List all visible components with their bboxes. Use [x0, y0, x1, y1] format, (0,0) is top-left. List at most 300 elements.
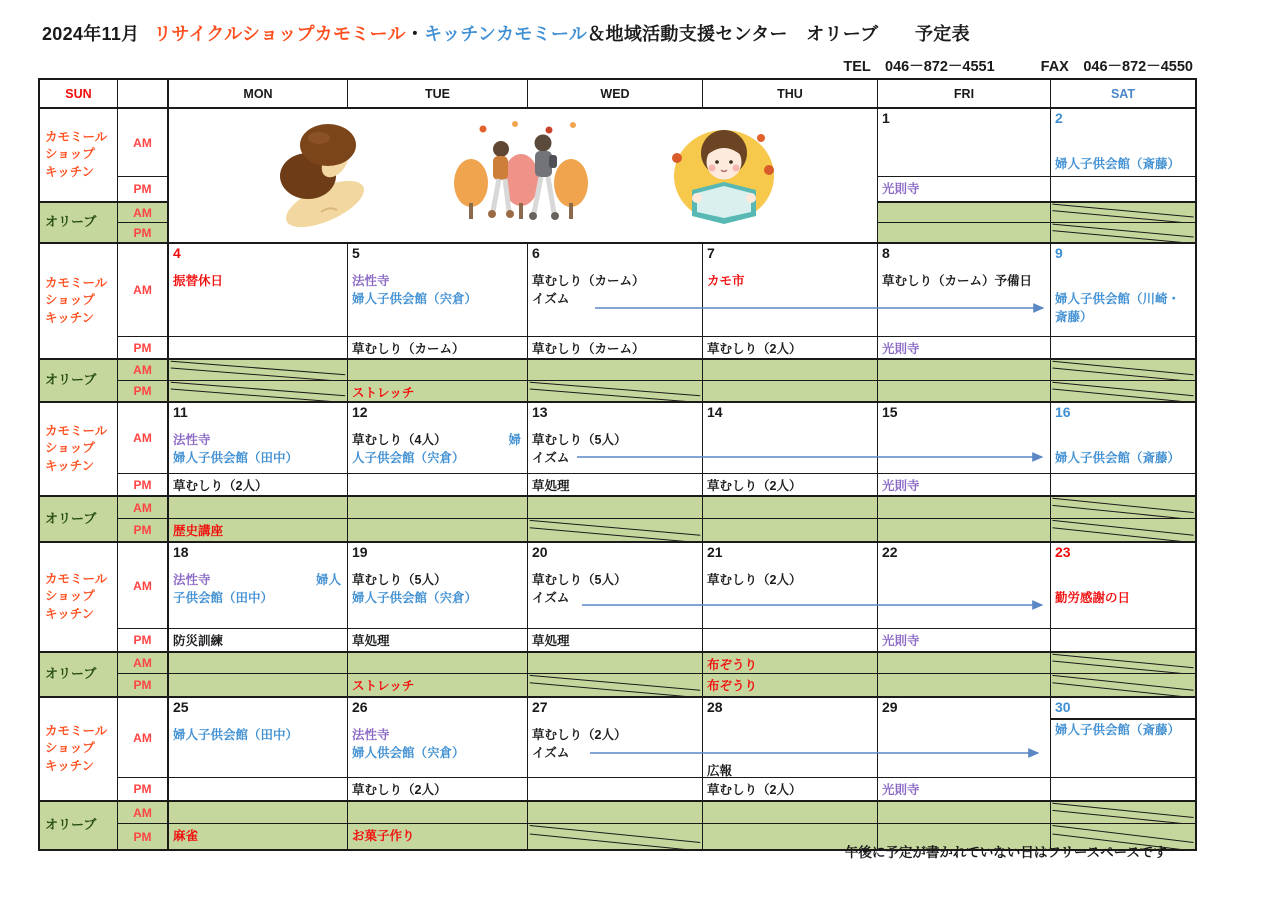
title-month: 2024年11月: [42, 24, 140, 44]
weekday-header-row: [40, 80, 1195, 107]
event-line: [532, 272, 698, 290]
events: [528, 431, 702, 467]
day-cell-fri-pm: [877, 628, 1050, 651]
page-title: [42, 20, 970, 46]
events: [703, 571, 877, 589]
events: [169, 726, 347, 744]
title-separator: ・: [405, 24, 425, 44]
day-cell-2-am: [1050, 109, 1195, 176]
day-number: 2: [1055, 110, 1063, 126]
event-line: [173, 589, 343, 607]
label-line: カモミール: [45, 571, 108, 586]
time-label-am-olive: [117, 495, 167, 518]
day-cell-tue-pm: [347, 628, 527, 651]
time-label: PM: [133, 182, 152, 196]
time-label: PM: [133, 782, 152, 796]
label-line: ショップ: [45, 589, 95, 604]
day-number: 13: [532, 404, 548, 420]
day-cell-fri-pm: [877, 473, 1050, 495]
olive-event: お菓子作り: [352, 829, 415, 843]
event-text: 草むしり（カーム）: [532, 273, 645, 288]
label-line: オリーブ: [45, 510, 97, 526]
event-text: 婦人供会館（宍倉）: [352, 745, 465, 760]
day-cell-27-am: [527, 698, 702, 777]
day-number: 20: [532, 544, 548, 560]
event-text: 草むしり（5人）: [352, 572, 447, 587]
week-row-5: [40, 696, 1195, 849]
label-line: ショップ: [45, 293, 95, 308]
olive-cell-tue-oam: [347, 800, 527, 823]
olive-cell-sat-opm: [1050, 380, 1195, 401]
event-line: [532, 571, 698, 589]
event-line: [532, 744, 698, 762]
event-text: 草むしり（2人）: [707, 572, 802, 587]
event-text: 法性寺: [173, 432, 211, 447]
label-chamomile: [40, 109, 117, 201]
olive-cell-thu-opm: [702, 380, 877, 401]
olive-cell-wed-oam: [527, 800, 702, 823]
event-text: 勤労感謝の日: [1055, 590, 1131, 605]
label-line: ショップ: [45, 441, 95, 456]
day-number: 7: [707, 245, 715, 261]
label-line: オリーブ: [45, 817, 97, 833]
event-line: [707, 272, 873, 290]
olive-cell-mon-opm: [167, 518, 347, 541]
event-line: [352, 571, 523, 589]
event-text: 光則寺: [882, 182, 920, 196]
time-label-pm-olive: [117, 518, 167, 541]
event-text: 草むしり（2人）: [707, 783, 802, 797]
crossed-out-lines: [1051, 203, 1195, 222]
events: [169, 571, 347, 607]
day-cell-13-am: [527, 403, 702, 473]
day-cell-8-am: [877, 244, 1050, 336]
time-label-am-olive: [117, 201, 167, 222]
events: [528, 571, 702, 607]
time-label-pm: [117, 176, 167, 201]
event-text: 婦人子供会館（斎藤）: [1055, 450, 1181, 465]
event-line: [352, 449, 523, 467]
event-text: 光則寺: [882, 342, 920, 356]
event-text: 婦人子供会館（川崎・斎藤）: [1055, 291, 1181, 324]
event-text: 防災訓練: [173, 634, 224, 648]
day-number: 16: [1055, 404, 1071, 420]
day-cell-21-am: [702, 543, 877, 628]
day-number: 21: [707, 544, 723, 560]
label-line: カモミール: [45, 275, 108, 290]
label-olive: [40, 495, 117, 541]
day-cell-23-am: [1050, 543, 1195, 628]
time-label: AM: [133, 656, 152, 670]
olive-cell-fri-opm: [877, 518, 1050, 541]
event-line: [352, 589, 523, 607]
time-label-am: [117, 698, 167, 777]
fax-number: FAX 046－872－4550: [1040, 59, 1193, 75]
label-olive: [40, 201, 117, 242]
day-cell-tue-pm: [347, 336, 527, 358]
event-line: [352, 272, 523, 290]
event-text: 光則寺: [882, 783, 920, 797]
crossed-out-lines: [1051, 497, 1195, 518]
day-cell-26-am: [347, 698, 527, 777]
day-cell-9-am: [1050, 244, 1195, 336]
events: [528, 726, 702, 762]
events: [878, 272, 1050, 290]
event-line: [173, 726, 343, 744]
time-label: PM: [133, 477, 152, 492]
olive-cell-thu-opm: [702, 673, 877, 696]
day-cell-tue-pm: [347, 777, 527, 800]
header-fri: FRI: [877, 80, 1050, 107]
time-label-am-olive: [117, 358, 167, 380]
day-number: 14: [707, 404, 723, 420]
events: [348, 571, 527, 607]
label-chamomile: [40, 543, 117, 651]
label-chamomile: [40, 698, 117, 800]
event-line: [1055, 431, 1191, 449]
event-text: イズム: [532, 450, 570, 465]
label-chamomile: [40, 244, 117, 358]
olive-cell-tue-oam: [347, 358, 527, 380]
olive-event: ストレッチ: [352, 679, 415, 693]
time-label-pm-olive: [117, 673, 167, 696]
day-number: 9: [1055, 245, 1063, 261]
event-text: 広報: [707, 763, 733, 777]
label-line: カモミール: [45, 723, 108, 738]
olive-cell-tue-opm: [347, 380, 527, 401]
olive-cell-wed-opm: [527, 673, 702, 696]
time-label-pm: [117, 473, 167, 495]
olive-cell-mon-oam: [167, 800, 347, 823]
time-label-pm-olive: [117, 222, 167, 242]
day-cell-30-am: [1050, 698, 1195, 777]
event-line: [352, 431, 523, 449]
time-label: AM: [133, 500, 152, 515]
day-cell-thu-pm: [702, 473, 877, 495]
olive-cell-sat-oam: [1050, 201, 1195, 222]
olive-cell-thu-oam: [702, 495, 877, 518]
olive-cell-sat-opm: [1050, 222, 1195, 242]
contact-line: [38, 55, 1193, 76]
olive-cell-mon-opm: [167, 673, 347, 696]
olive-cell-sat-oam: [1050, 800, 1195, 823]
event-text: 子供会館（田中）: [173, 590, 274, 605]
olive-cell-thu-opm: [702, 518, 877, 541]
day-cell-fri-pm: [877, 777, 1050, 800]
olive-cell-fri-oam: [877, 800, 1050, 823]
olive-cell-wed-oam: [527, 495, 702, 518]
week-row-4: [40, 541, 1195, 696]
time-label: PM: [133, 678, 152, 692]
event-text: 法性寺: [352, 273, 390, 288]
crossed-out-lines: [1051, 381, 1195, 401]
crossed-out-lines: [169, 381, 347, 401]
event-text: 草むしり（2人）: [707, 479, 802, 493]
day-cell-sat-pm: [1050, 473, 1195, 495]
events: [169, 272, 347, 290]
event-text: 草むしり（2人）: [707, 342, 802, 356]
time-label-pm: [117, 628, 167, 651]
events: [1051, 137, 1195, 173]
events: [703, 726, 877, 778]
label-line: キッチン: [45, 458, 95, 473]
crossed-out-lines: [528, 674, 702, 696]
event-line: [173, 431, 343, 449]
label-olive: [40, 358, 117, 401]
olive-cell-fri-oam: [877, 358, 1050, 380]
child-reading-illustration: [661, 118, 787, 234]
event-line: [173, 571, 343, 589]
day-number: 8: [882, 245, 890, 261]
crossed-out-lines: [528, 381, 702, 401]
event-text: 婦人子供会館（宍倉）: [352, 590, 478, 605]
time-label-am-olive: [117, 651, 167, 673]
week-row-3: [40, 401, 1195, 541]
time-label: AM: [133, 283, 152, 297]
day-cell-tue-pm: [347, 473, 527, 495]
olive-cell-sat-opm: [1050, 518, 1195, 541]
event-text: 人子供会館（宍倉）: [352, 450, 465, 465]
event-line: [707, 726, 873, 744]
crossed-out-lines: [1051, 223, 1195, 242]
event-text: 草むしり（5人）: [532, 432, 627, 447]
week-row-2: [40, 242, 1195, 401]
day-cell-25-am: [167, 698, 347, 777]
events: [703, 272, 877, 290]
olive-cell-sat-oam: [1050, 495, 1195, 518]
event-line: [1055, 449, 1191, 467]
event-text: 草むしり（カーム）予備日: [882, 273, 1033, 288]
day-cell-mon-pm: [167, 777, 347, 800]
event-line: [532, 449, 698, 467]
event-text: 光則寺: [882, 479, 920, 493]
event-line: [882, 272, 1046, 290]
day-cell-22-am: [877, 543, 1050, 628]
day-cell-6-am: [527, 244, 702, 336]
event-text: 婦人: [315, 572, 341, 587]
day-number: 19: [352, 544, 368, 560]
olive-event: 布ぞうり: [707, 658, 758, 672]
day-cell-sat-pm: [1050, 336, 1195, 358]
day-cell-thu-pm: [702, 628, 877, 651]
crossed-out-lines: [1051, 360, 1195, 380]
label-olive: [40, 651, 117, 696]
label-line: カモミール: [45, 423, 108, 438]
day-number: 12: [352, 404, 368, 420]
day-cell-20-am: [527, 543, 702, 628]
header-sun: SUN: [65, 86, 92, 101]
time-label: AM: [133, 363, 152, 377]
day-cell-16-am: [1050, 403, 1195, 473]
label-line: キッチン: [45, 164, 95, 179]
crossed-out-lines: [1051, 519, 1195, 541]
day-number: 27: [532, 699, 548, 715]
events: [1051, 431, 1195, 467]
event-line: [1055, 272, 1191, 290]
event-line: [1055, 155, 1191, 173]
crossed-out-lines: [528, 519, 702, 541]
event-text: 光則寺: [882, 634, 920, 648]
olive-cell-wed-oam: [527, 358, 702, 380]
time-label: AM: [133, 730, 152, 745]
time-label: PM: [133, 225, 152, 240]
event-text: 法性寺: [173, 572, 211, 587]
calendar-table: [38, 78, 1197, 851]
day-cell-28-am: [702, 698, 877, 777]
day-number: 11: [173, 404, 188, 420]
event-line: [707, 762, 873, 777]
day-cell-wed-pm: [527, 777, 702, 800]
event-line: [352, 744, 523, 762]
title-shop-name: リサイクルショップカモミール: [153, 24, 406, 44]
day-number: 6: [532, 245, 540, 261]
day-cell-19-am: [347, 543, 527, 628]
day-number: 22: [882, 544, 898, 560]
event-text: 婦人子供会館（斎藤）: [1055, 722, 1181, 737]
time-label: PM: [133, 340, 152, 355]
time-label-pm: [117, 777, 167, 800]
event-text: 婦人子供会館（田中）: [173, 727, 299, 742]
olive-cell-mon-oam: [167, 495, 347, 518]
day-cell-sat-pm: [1050, 777, 1195, 800]
intro-illustrations-cell: [167, 109, 877, 242]
event-line: [532, 589, 698, 607]
title-kitchen-name: キッチンカモミール: [424, 24, 588, 44]
time-label: PM: [133, 523, 152, 537]
event-line: [173, 449, 343, 467]
event-text: 婦人子供会館（田中）: [173, 450, 299, 465]
header-sat: SAT: [1050, 80, 1195, 107]
olive-cell-fri-oam: [877, 651, 1050, 673]
label-line: キッチン: [45, 606, 95, 621]
day-number: 25: [173, 699, 189, 715]
day-cell-thu-pm: [702, 777, 877, 800]
olive-cell-wed-oam: [527, 651, 702, 673]
time-label-am: [117, 244, 167, 336]
event-text: 草処理: [532, 479, 570, 493]
event-text: 草むしり（2人）: [173, 479, 268, 493]
olive-cell-thu-oam: [702, 800, 877, 823]
event-text: 婦人子供会館（斎藤）: [1055, 156, 1181, 171]
day-number: 5: [352, 245, 360, 261]
events: [348, 272, 527, 308]
olive-cell-tue-opm: [347, 518, 527, 541]
day-cell-1-am: [877, 109, 1050, 176]
event-text: 振替休日: [173, 273, 224, 288]
footer-note: 午後に予定が書かれていない日はフリースペースです: [844, 845, 1167, 860]
event-line: [352, 726, 523, 744]
tel-number: TEL 046－872－4551: [843, 59, 995, 75]
event-line: [1055, 290, 1191, 326]
label-line: オリーブ: [45, 214, 97, 230]
day-cell-11-am: [167, 403, 347, 473]
day-number: 28: [707, 699, 723, 715]
week-row-1: [40, 107, 1195, 242]
event-line: [532, 431, 698, 449]
event-text: 草むしり（カーム）: [352, 342, 465, 356]
day-cell-4-am: [167, 244, 347, 336]
label-line: カモミール: [45, 129, 108, 144]
event-text: 草処理: [352, 634, 390, 648]
time-label: AM: [133, 805, 152, 820]
events: [1051, 721, 1195, 739]
olive-cell-fri-opm: [877, 673, 1050, 696]
olive-cell-mon-oam: [167, 358, 347, 380]
event-line: [532, 726, 698, 744]
day-cell-thu-pm: [702, 336, 877, 358]
time-label: PM: [133, 384, 152, 398]
day-number: 26: [352, 699, 368, 715]
olive-cell-fri-oam: [877, 495, 1050, 518]
crossed-out-lines: [1051, 674, 1195, 696]
label-chamomile: [40, 403, 117, 495]
day-cell-sat-pm: [1050, 628, 1195, 651]
day-cell-29-am: [877, 698, 1050, 777]
day-number: 18: [173, 544, 189, 560]
event-text: イズム: [532, 291, 570, 306]
day-number: 23: [1055, 544, 1071, 560]
event-line: [1055, 137, 1191, 155]
olive-cell-tue-oam: [347, 495, 527, 518]
time-label-am-olive: [117, 800, 167, 823]
olive-cell-fri-opm: [877, 380, 1050, 401]
day-cell-12-am: [347, 403, 527, 473]
events: [348, 431, 527, 467]
title-rest: ＆地域活動支援センター オリーブ 予定表: [587, 24, 970, 44]
olive-cell-thu-oam: [702, 358, 877, 380]
event-line: [707, 744, 873, 762]
event-text: 婦: [508, 432, 521, 447]
label-line: ショップ: [45, 741, 95, 756]
day-cell-wed-pm: [527, 336, 702, 358]
header-thu: THU: [702, 80, 877, 107]
time-label-am: [117, 403, 167, 473]
time-label-pm: [117, 336, 167, 358]
header-time-spacer: [117, 80, 167, 107]
day-cell-7-am: [702, 244, 877, 336]
event-line: [1055, 721, 1191, 739]
events: [169, 431, 347, 467]
events: [1051, 571, 1195, 607]
event-line: [532, 290, 698, 308]
autumn-walk-illustration: [449, 117, 599, 235]
event-text: 婦人子供会館（宍倉）: [352, 291, 478, 306]
events: [1051, 272, 1195, 326]
mushrooms-illustration: [259, 116, 387, 236]
day-cell-5-am: [347, 244, 527, 336]
events: [528, 272, 702, 308]
day-cell-14-am: [702, 403, 877, 473]
olive-cell-sat-oam: [1050, 358, 1195, 380]
event-line: [352, 290, 523, 308]
event-text: 草処理: [532, 634, 570, 648]
time-label: AM: [133, 431, 152, 445]
day-number: 1: [882, 110, 890, 126]
time-label: AM: [133, 578, 152, 593]
day-cell-mon-pm: [167, 336, 347, 358]
event-line: [1055, 589, 1191, 607]
day-cell-18-am: [167, 543, 347, 628]
time-label: PM: [133, 829, 152, 844]
day-cell-wed-pm: [527, 473, 702, 495]
olive-cell-wed-opm: [527, 380, 702, 401]
label-line: オリーブ: [45, 666, 97, 682]
time-label-pm-olive: [117, 380, 167, 401]
label-line: キッチン: [45, 310, 95, 325]
event-text: 草むしり（2人）: [352, 783, 447, 797]
olive-cell-wed-opm: [527, 518, 702, 541]
header-tue: TUE: [347, 80, 527, 107]
